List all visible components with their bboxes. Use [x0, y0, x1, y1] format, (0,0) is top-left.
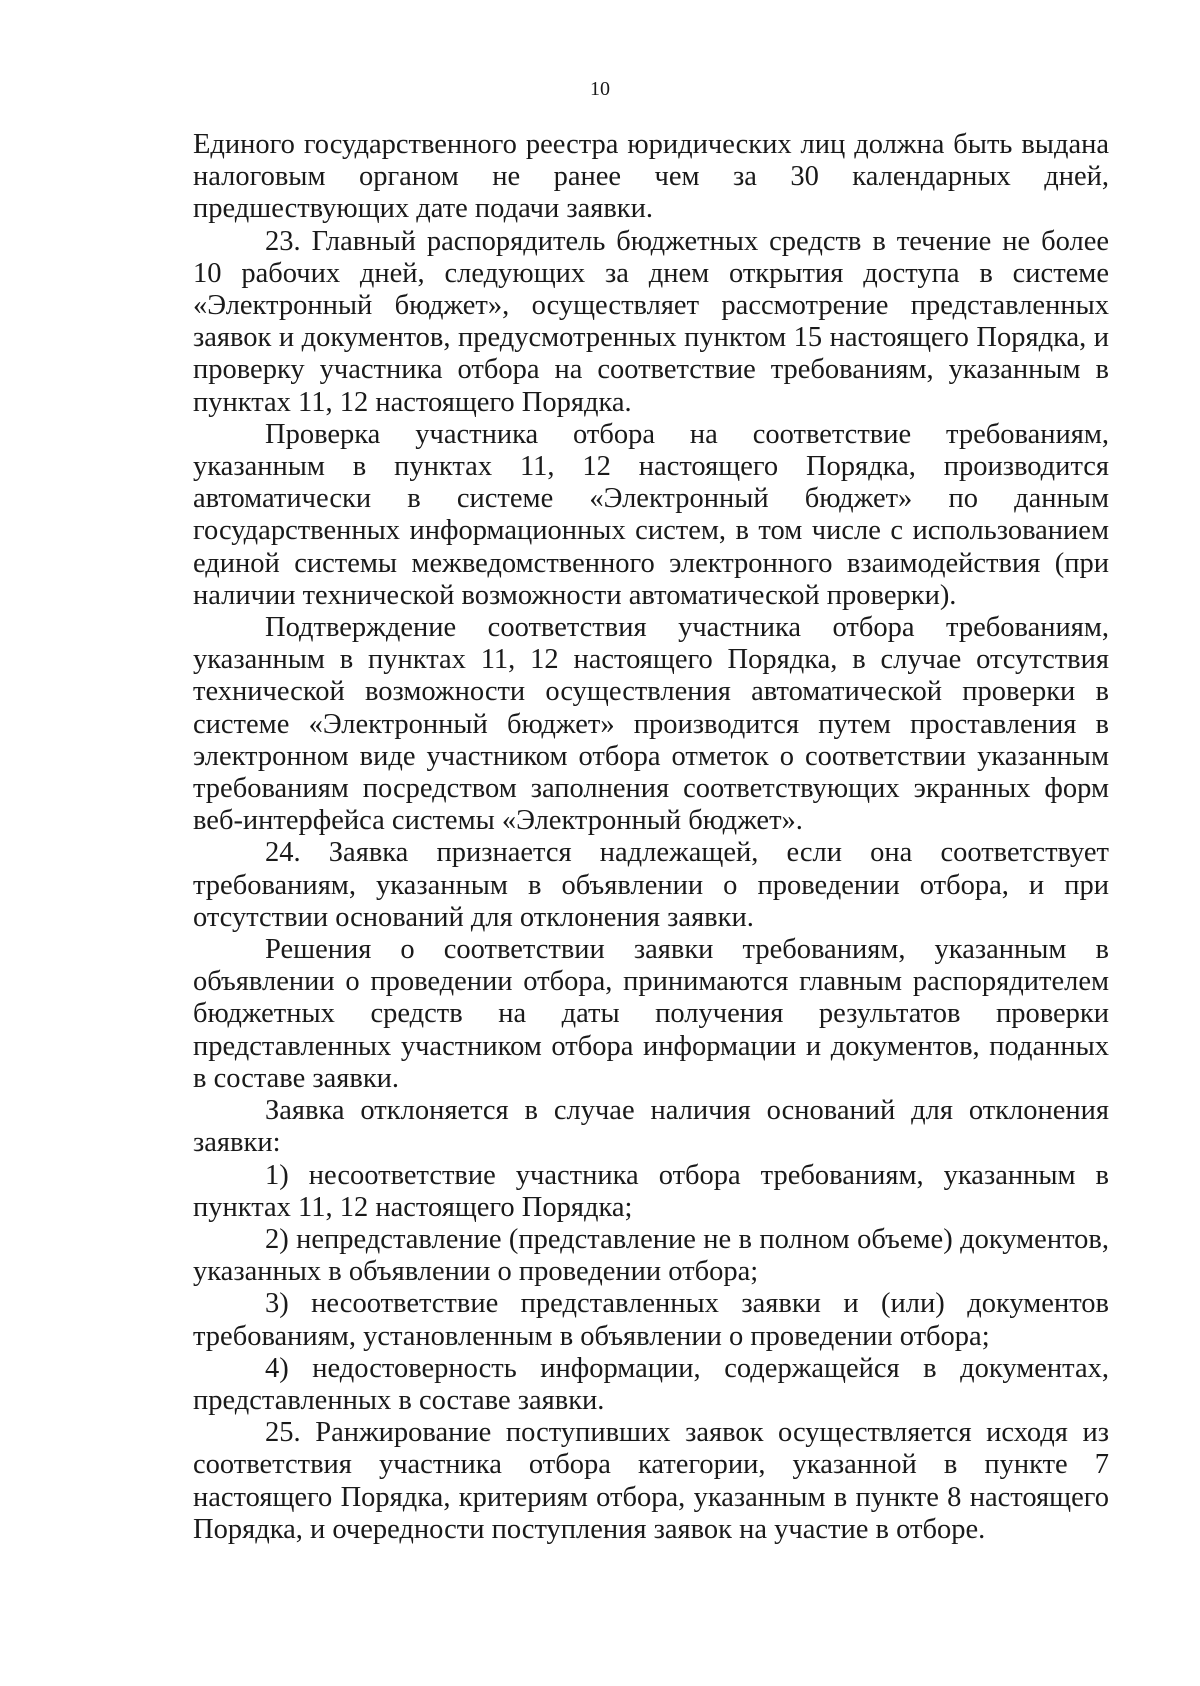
- paragraph-item-25: 25. Ранжирование поступивших заявок осуществляется исходя из соответствия участника отбора категории, указанной в пункте 7 настоящего Порядка, критериям отбора, указанным в пункте 8 настоящего Порядка, и очередности поступления заявок на участие в отборе.: [193, 1417, 1109, 1545]
- list-item-4: 4) недостоверность информации, содержащейся в документах, представленных в составе заявки.: [193, 1352, 1109, 1416]
- paragraph-automatic-check: Проверка участника отбора на соответствие требованиям, указанным в пунктах 11, 12 настоящего Порядка, производится автоматически в системе «Электронный бюджет» по данным государственных информационных систем, в том числе с использованием единой системы межведомственного электронного взаимодействия (при наличии технической возможности автоматической проверки).: [193, 418, 1109, 611]
- paragraph-item-24: 24. Заявка признается надлежащей, если она соответствует требованиям, указанным в объявлении о проведении отбора, и при отсутствии оснований для отклонения заявки.: [193, 837, 1109, 933]
- paragraph-rejection-grounds: Заявка отклоняется в случае наличия оснований для отклонения заявки:: [193, 1095, 1109, 1159]
- list-item-2: 2) непредставление (представление не в полном объеме) документов, указанных в объявлении о проведении отбора;: [193, 1223, 1109, 1288]
- paragraph-decisions: Решения о соответствии заявки требованиям, указанным в объявлении о проведении отбора, принимаются главным распорядителем бюджетных средств на даты получения результатов проверки представленных участником отбора информации и документов, поданных в составе заявки.: [193, 934, 1109, 1094]
- paragraph-confirmation: Подтверждение соответствия участника отбора требованиям, указанным в пунктах 11, 12 настоящего Порядка, в случае отсутствия технической возможности осуществления автоматической проверки в системе «Электронный бюджет» производится путем проставления в электронном виде участником отбора отметок о соответствии указанным требованиям посредством заполнения соответствующих экранных форм веб-интерфейса системы «Электронный бюджет».: [193, 612, 1109, 837]
- document-body: [193, 129, 1109, 1546]
- paragraph-item-23: 23. Главный распорядитель бюджетных средств в течение не более 10 рабочих дней, следующих за днем открытия доступа в системе «Электронный бюджет», осуществляет рассмотрение представленных заявок и документов, предусмотренных пунктом 15 настоящего Порядка, и проверку участника отбора на соответствие требованиям, указанным в пунктах 11, 12 настоящего Порядка.: [193, 225, 1109, 418]
- page-number: 10: [590, 78, 610, 100]
- list-item-1: 1) несоответствие участника отбора требованиям, указанным в пунктах 11, 12 настоящего Порядка;: [193, 1159, 1109, 1223]
- list-item-3: 3) несоответствие представленных заявки и (или) документов требованиям, установленным в объявлении о проведении отбора;: [193, 1288, 1109, 1352]
- paragraph-egrul-continuation: Единого государственного реестра юридических лиц должна быть выдана налоговым органом не ранее чем за 30 календарных дней, предшествующих дате подачи заявки.: [193, 129, 1109, 225]
